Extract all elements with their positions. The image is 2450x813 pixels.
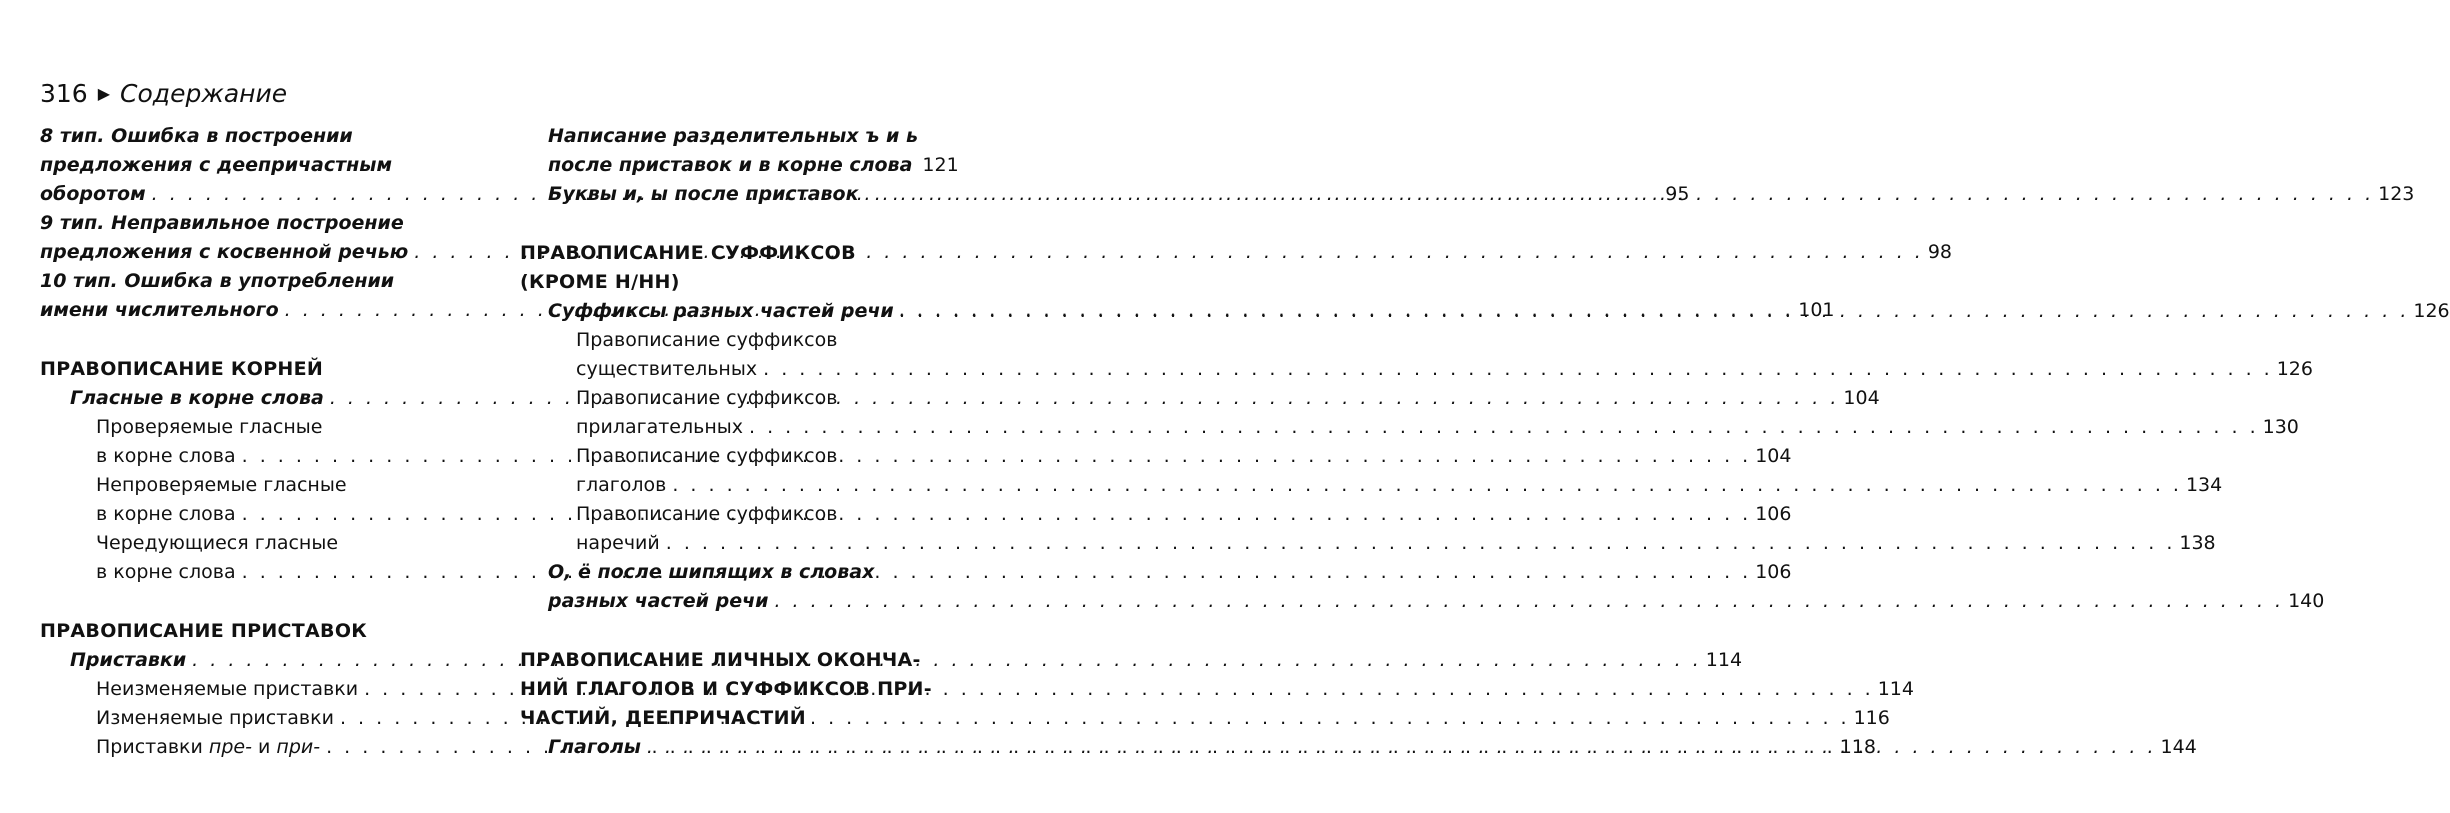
section-heading-line: НИЙ ГЛАГОЛОВ И СУФФИКСОВ ПРИ- [520,678,932,700]
page-header [40,78,287,113]
page-ref: 123 [2378,183,2415,205]
toc-entry-text-emphasis: пре- [208,736,252,758]
toc-entry-text: 9 тип. Неправильное построение [40,212,404,234]
toc-entry-text: Непроверяемые гласные [96,474,347,496]
page-ref: 95 [1665,183,1690,205]
page-ref: 134 [2185,474,2223,496]
toc-entry-text [96,733,320,762]
section-heading-line: (КРОМЕ Н/НН) [520,271,680,293]
leader-dots [900,297,2410,326]
page-ref: 144 [2160,736,2197,758]
toc-entry-text: Изменяемые приставки [96,707,334,729]
toc-entry-text: Написание разделительных ъ и ь [548,125,918,147]
leader-dots [672,471,2182,500]
page-ref: 130 [2262,416,2299,438]
toc-entry-text: в корне слова [96,561,236,583]
page-ref: 126 [2276,358,2313,380]
toc-entry-text: прилагательных [576,416,744,438]
page-ref: 104 [1843,387,1880,409]
section-heading[interactable] [520,239,944,297]
toc-entry[interactable] [520,326,2313,384]
page-ref: 101 [1798,299,1835,321]
leader-dots [666,529,2176,558]
leader-dots [242,500,1752,529]
page-ref: 98 [1927,241,1953,263]
page-ref: 116 [1853,707,1890,729]
toc-entry-text: наречий [576,532,660,554]
section-heading-line: ПРАВОПИСАНИЕ ЛИЧНЫХ ОКОНЧА- [520,649,921,671]
leader-dots [749,413,2259,442]
toc-entry-text: предложения с косвенной речью [40,241,409,263]
toc-entry-text: Неизменяемые приставки [96,678,359,700]
page-ref: 126 [2413,300,2450,322]
toc-entry-text: Правописание суффиксов [576,387,838,409]
triangle-right-icon: ▶ [97,84,111,103]
toc-entry-text: Правописание суффиксов [576,445,838,467]
toc-entry-text: Проверяемые гласные [96,416,323,438]
toc-entry-last-line [520,151,959,180]
page-ref: 106 [1755,503,1792,525]
leader-dots [865,180,2375,209]
running-title: Содержание [120,79,288,108]
toc-entry-text: предложения с деепричастным [40,154,392,176]
toc-entry-last-line [520,529,2216,558]
leader-dots [774,587,2284,616]
toc-entry-text-part: Приставки [96,736,209,758]
page-ref: 114 [1877,678,1914,700]
section-heading-line: ЧАСТИЙ, ДЕЕПРИЧАСТИЙ [520,707,806,729]
leader-dots [242,558,1752,587]
leader-dots [647,733,2157,762]
toc-entry-text: Правописание суффиксов [576,329,838,351]
toc-entry-text: 10 тип. Ошибка в употреблении [40,270,395,292]
leader-dots [242,442,1752,471]
page-ref: 106 [1755,561,1792,583]
toc-entry-text: Глаголы [548,736,641,758]
leader-dots [192,646,1702,675]
toc-entry-text: Буквы и, ы после приставок [548,183,859,205]
toc-entry-text: после приставок и в корне слова [548,154,913,176]
toc-entry-text-emphasis: при- [276,736,321,758]
page-number: 316 [40,79,88,108]
toc-entry-text: разных частей речи [548,590,769,612]
toc-entry-text: Приставки [70,649,187,671]
toc-entry-last-line [520,413,2299,442]
section-heading[interactable]: ПРАВОПИСАНИЕ КОРНЕЙ [40,358,324,380]
toc-entry-text: Гласные в корне слова [70,387,324,409]
toc-entry-text: оборотом [40,183,146,205]
toc-entry-text: 8 тип. Ошибка в построении [40,125,353,147]
toc-entry-text: Чередующиеся гласные [96,532,339,554]
toc-entry-last-line [520,355,2313,384]
page-ref: 140 [2288,590,2325,612]
toc-entry-text-part: и [251,736,277,758]
page-ref: 104 [1755,445,1792,467]
page-ref: 114 [1705,649,1743,671]
toc-entry[interactable] [520,122,959,180]
section-heading-line: ПРАВОПИСАНИЕ СУФФИКСОВ [520,242,856,264]
toc-entry-text: Правописание суффиксов [576,503,838,525]
page-ref: 118 [1839,736,1876,758]
toc-entry-text: Суффиксы разных частей речи [548,300,894,322]
toc-entry-last-line [520,587,2325,616]
page-ref: 121 [922,154,959,176]
toc-entry-text: в корне слова [96,503,236,525]
toc-entry-text: глаголов [576,474,667,496]
toc-entry-last-line [520,471,2223,500]
page-ref: 138 [2179,532,2216,554]
leader-dots [763,355,2273,384]
toc-entry-text: имени числительного [40,299,279,321]
section-heading[interactable]: ПРАВОПИСАНИЕ ПРИСТАВОК [40,620,368,642]
toc-entry-text: существительных [576,358,758,380]
toc-entry-text: О, ё после шипящих в словах [548,561,875,583]
toc-entry-text: в корне слова [96,445,236,467]
section-heading[interactable] [520,646,944,733]
